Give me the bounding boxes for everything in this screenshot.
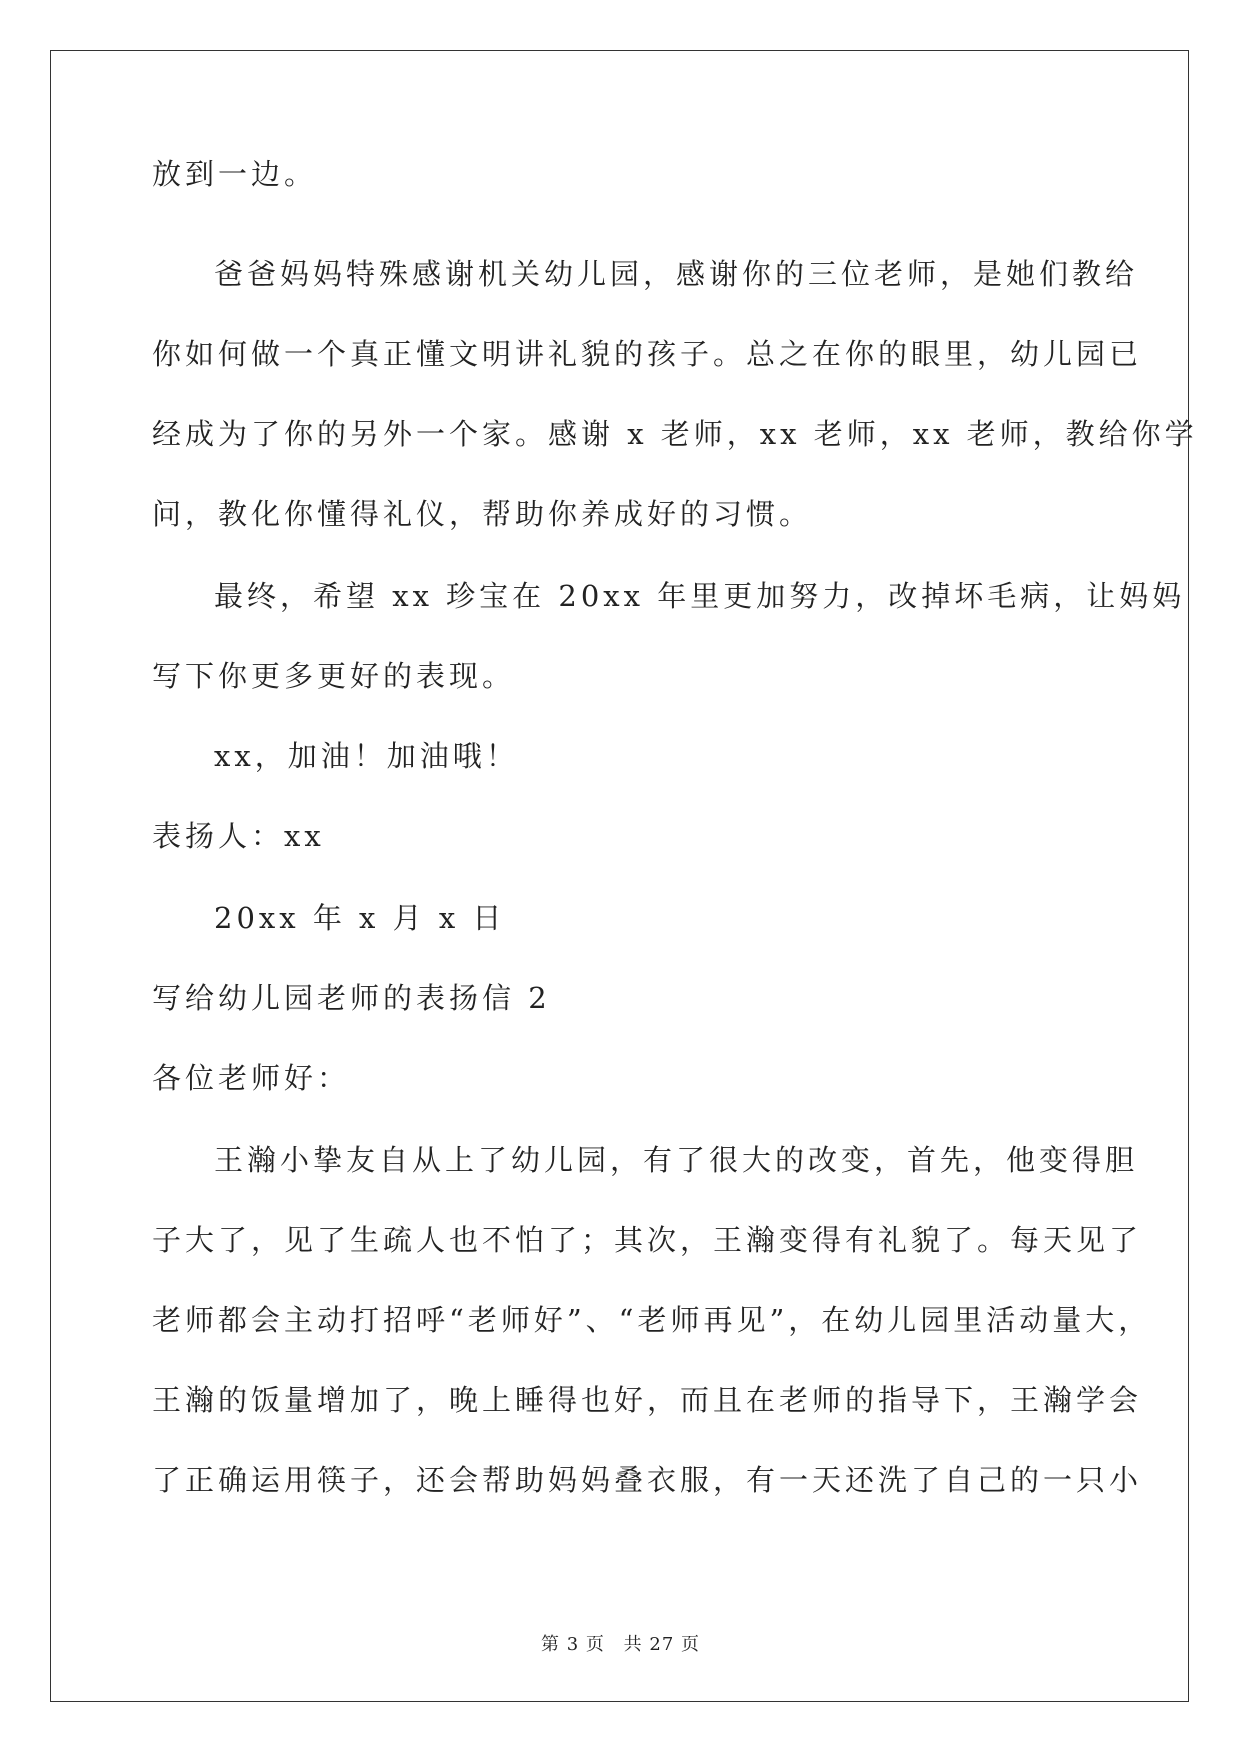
text-line: 王瀚小挚友自从上了幼儿园，有了很大的改变，首先，他变得胆	[214, 1143, 1139, 1177]
page-footer	[0, 1633, 1241, 1657]
text-line: 你如何做一个真正懂文明讲礼貌的孩子。总之在你的眼里，幼儿园已	[152, 337, 1143, 371]
text-line: 写下你更多更好的表现。	[152, 659, 516, 693]
text-line: xx，加油！加油哦！	[214, 739, 519, 773]
text-line: 经成为了你的另外一个家。感谢 x 老师，xx 老师，xx 老师，教给你学	[152, 417, 1198, 451]
text-line: 王瀚的饭量增加了，晚上睡得也好，而且在老师的指导下，王瀚学会	[152, 1383, 1143, 1417]
salutation: 各位老师好：	[152, 1061, 351, 1095]
text-line: 了正确运用筷子，还会帮助妈妈叠衣服，有一天还洗了自己的一只小	[152, 1463, 1143, 1497]
page-number: 第 3 页	[541, 1634, 605, 1655]
page-frame	[50, 50, 1198, 1702]
text-line: 老师都会主动打招呼“老师好”、“老师再见”，在幼儿园里活动量大，	[152, 1303, 1152, 1337]
date-line: 20xx 年 x 月 x 日	[214, 901, 506, 935]
text-line: 爸爸妈妈特殊感谢机关幼儿园，感谢你的三位老师，是她们教给	[214, 257, 1139, 291]
text-line: 子大了，见了生疏人也不怕了；其次，王瀚变得有礼貌了。每天见了	[152, 1223, 1143, 1257]
section-heading: 写给幼儿园老师的表扬信 2	[152, 981, 551, 1015]
page-total: 共 27 页	[623, 1634, 700, 1655]
signature-line: 表扬人：xx	[152, 819, 325, 853]
text-line: 问，教化你懂得礼仪，帮助你养成好的习惯。	[152, 497, 813, 531]
text-line: 最终，希望 xx 珍宝在 20xx 年里更加努力，改掉坏毛病，让妈妈	[214, 579, 1186, 613]
text-line: 放到一边。	[152, 157, 318, 191]
